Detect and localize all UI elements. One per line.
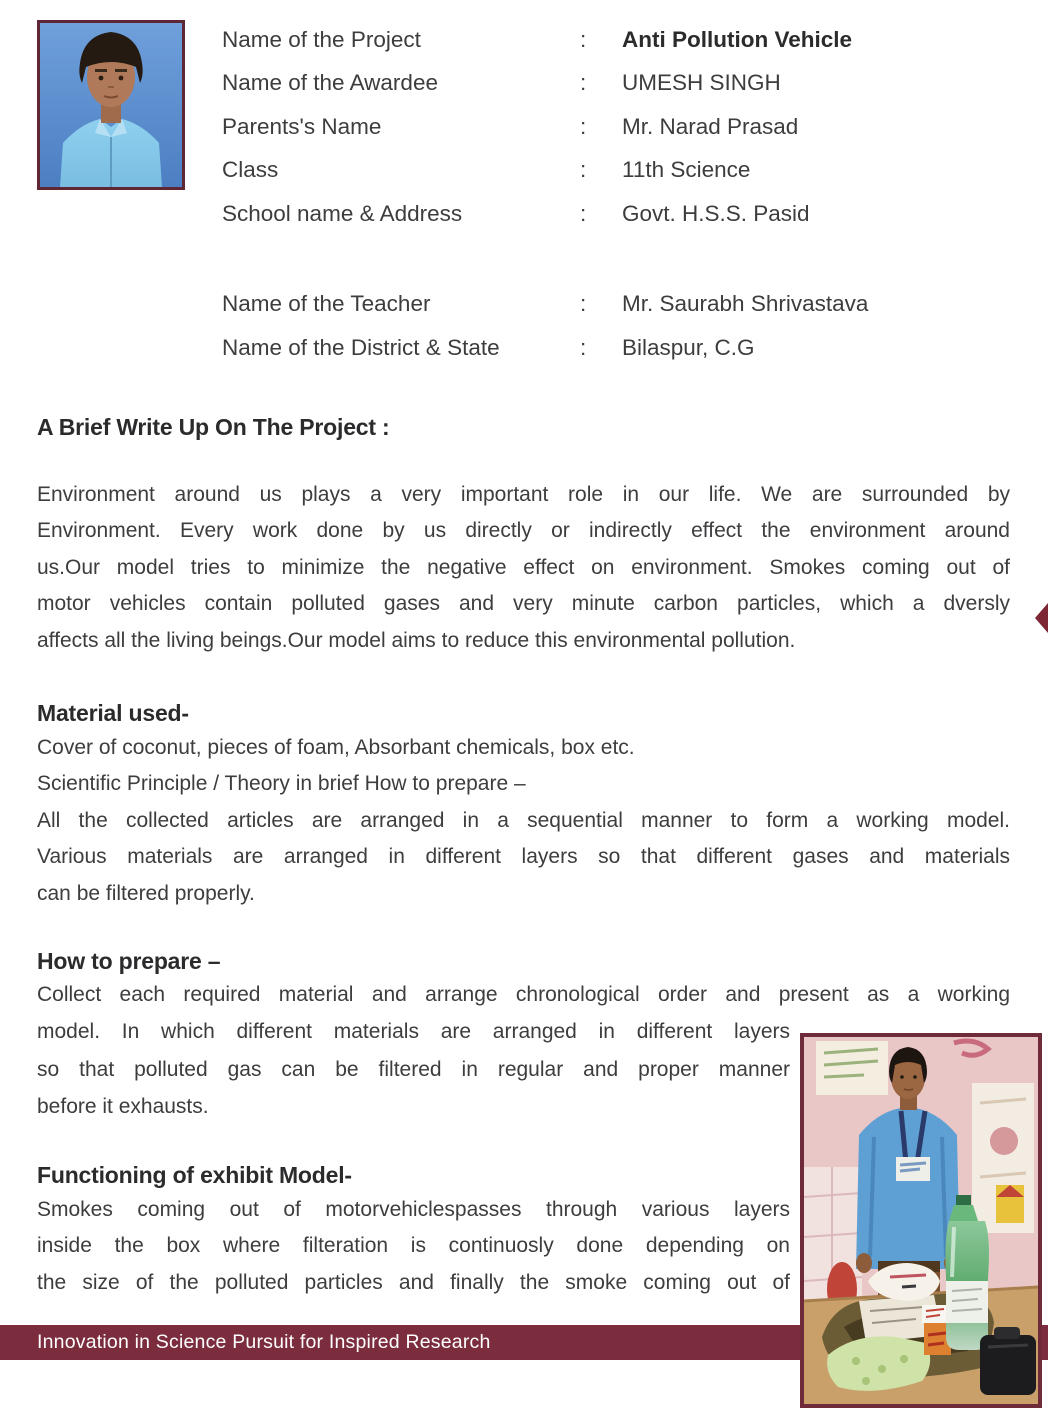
field-value: Anti Pollution Vehicle <box>622 26 853 52</box>
student-portrait-illustration <box>40 23 182 187</box>
field-value: Bilaspur, C.G <box>622 334 755 360</box>
field-separator: : <box>580 157 587 183</box>
field-separator: : <box>580 291 587 317</box>
info-row-project <box>222 18 1012 62</box>
paragraph-line: Various materials are arranged in different layers so that different gases and materials <box>37 845 1010 869</box>
paragraph-line: Environment. Every work done by us directly or indirectly effect the environment around <box>37 519 1010 543</box>
paragraph-line: Cover of coconut, pieces of foam, Absorbant chemicals, box etc. <box>37 736 635 759</box>
functioning-heading: Functioning of exhibit Model- <box>37 1162 352 1188</box>
paragraph-line: us.Our model tries to minimize the negative effect on environment. Smokes coming out of <box>37 555 1010 579</box>
footer-slogan: Innovation in Science Pursuit for Inspired Research <box>37 1331 491 1353</box>
paragraph-line: Collect each required material and arrange chronological order and present as a working <box>37 983 1010 1006</box>
field-value: Mr. Saurabh Shrivastava <box>622 291 869 317</box>
field-separator: : <box>580 113 587 139</box>
field-value: Govt. H.S.S. Pasid <box>622 200 810 226</box>
how-to-prepare-heading: How to prepare – <box>37 948 221 974</box>
field-label: Name of the Awardee <box>222 70 438 96</box>
exhibit-model-illustration <box>804 1037 1038 1404</box>
field-separator: : <box>580 70 587 96</box>
field-separator: : <box>580 26 587 52</box>
paragraph-line: can be filtered properly. <box>37 881 255 905</box>
paragraph-line: motor vehicles contain polluted gases and very minute carbon particles, which a dversly <box>37 592 1010 616</box>
info-row-district <box>222 326 1012 370</box>
info-row-teacher <box>222 283 1012 327</box>
info-row-awardee <box>222 62 1012 106</box>
field-value: Mr. Narad Prasad <box>622 113 799 139</box>
info-row-gap <box>222 236 1012 283</box>
field-separator: : <box>580 200 587 226</box>
student-portrait-photo <box>37 20 185 190</box>
field-separator: : <box>580 334 587 360</box>
paragraph-line: the size of the polluted particles and finally the smoke coming out of <box>37 1270 790 1294</box>
project-info-table <box>222 18 1012 370</box>
field-label: Name of the District & State <box>222 334 500 360</box>
paragraph-line: before it exhausts. <box>37 1095 209 1119</box>
info-row-class <box>222 149 1012 193</box>
paragraph-line: Scientific Principle / Theory in brief How to prepare – <box>37 772 526 796</box>
paragraph-line: so that polluted gas can be filtered in regular and proper manner <box>37 1057 790 1081</box>
info-row-parent <box>222 105 1012 149</box>
paragraph-line: All the collected articles are arranged in a sequential manner to form a working model. <box>37 808 1010 832</box>
paragraph-line: Smokes coming out of motorvehiclespasses through various layers <box>37 1198 790 1221</box>
paragraph-line: affects all the living beings.Our model aims to reduce this environmental pollution. <box>37 628 796 652</box>
material-used-paragraph <box>37 730 1010 912</box>
field-label: Name of the Project <box>222 26 421 52</box>
exhibit-model-photo <box>800 1033 1042 1408</box>
field-label: Class <box>222 157 279 183</box>
brief-writeup-heading: A Brief Write Up On The Project : <box>37 414 390 440</box>
page-edge-arrow-icon <box>1034 602 1048 634</box>
material-used-heading: Material used- <box>37 700 189 726</box>
field-label: Name of the Teacher <box>222 291 431 317</box>
paragraph-line: model. In which different materials are arranged in different layers <box>37 1020 790 1044</box>
paragraph-line: Environment around us plays a very important role in our life. We are surrounded by <box>37 483 1010 506</box>
field-label: School name & Address <box>222 200 463 226</box>
paragraph-line: inside the box where filteration is continuosly done depending on <box>37 1234 790 1258</box>
field-value: 11th Science <box>622 157 751 183</box>
info-row-school <box>222 192 1012 236</box>
field-value: UMESH SINGH <box>622 70 781 96</box>
brief-writeup-paragraph <box>37 477 1010 659</box>
field-label: Parents's Name <box>222 113 382 139</box>
functioning-paragraph <box>37 1192 790 1301</box>
